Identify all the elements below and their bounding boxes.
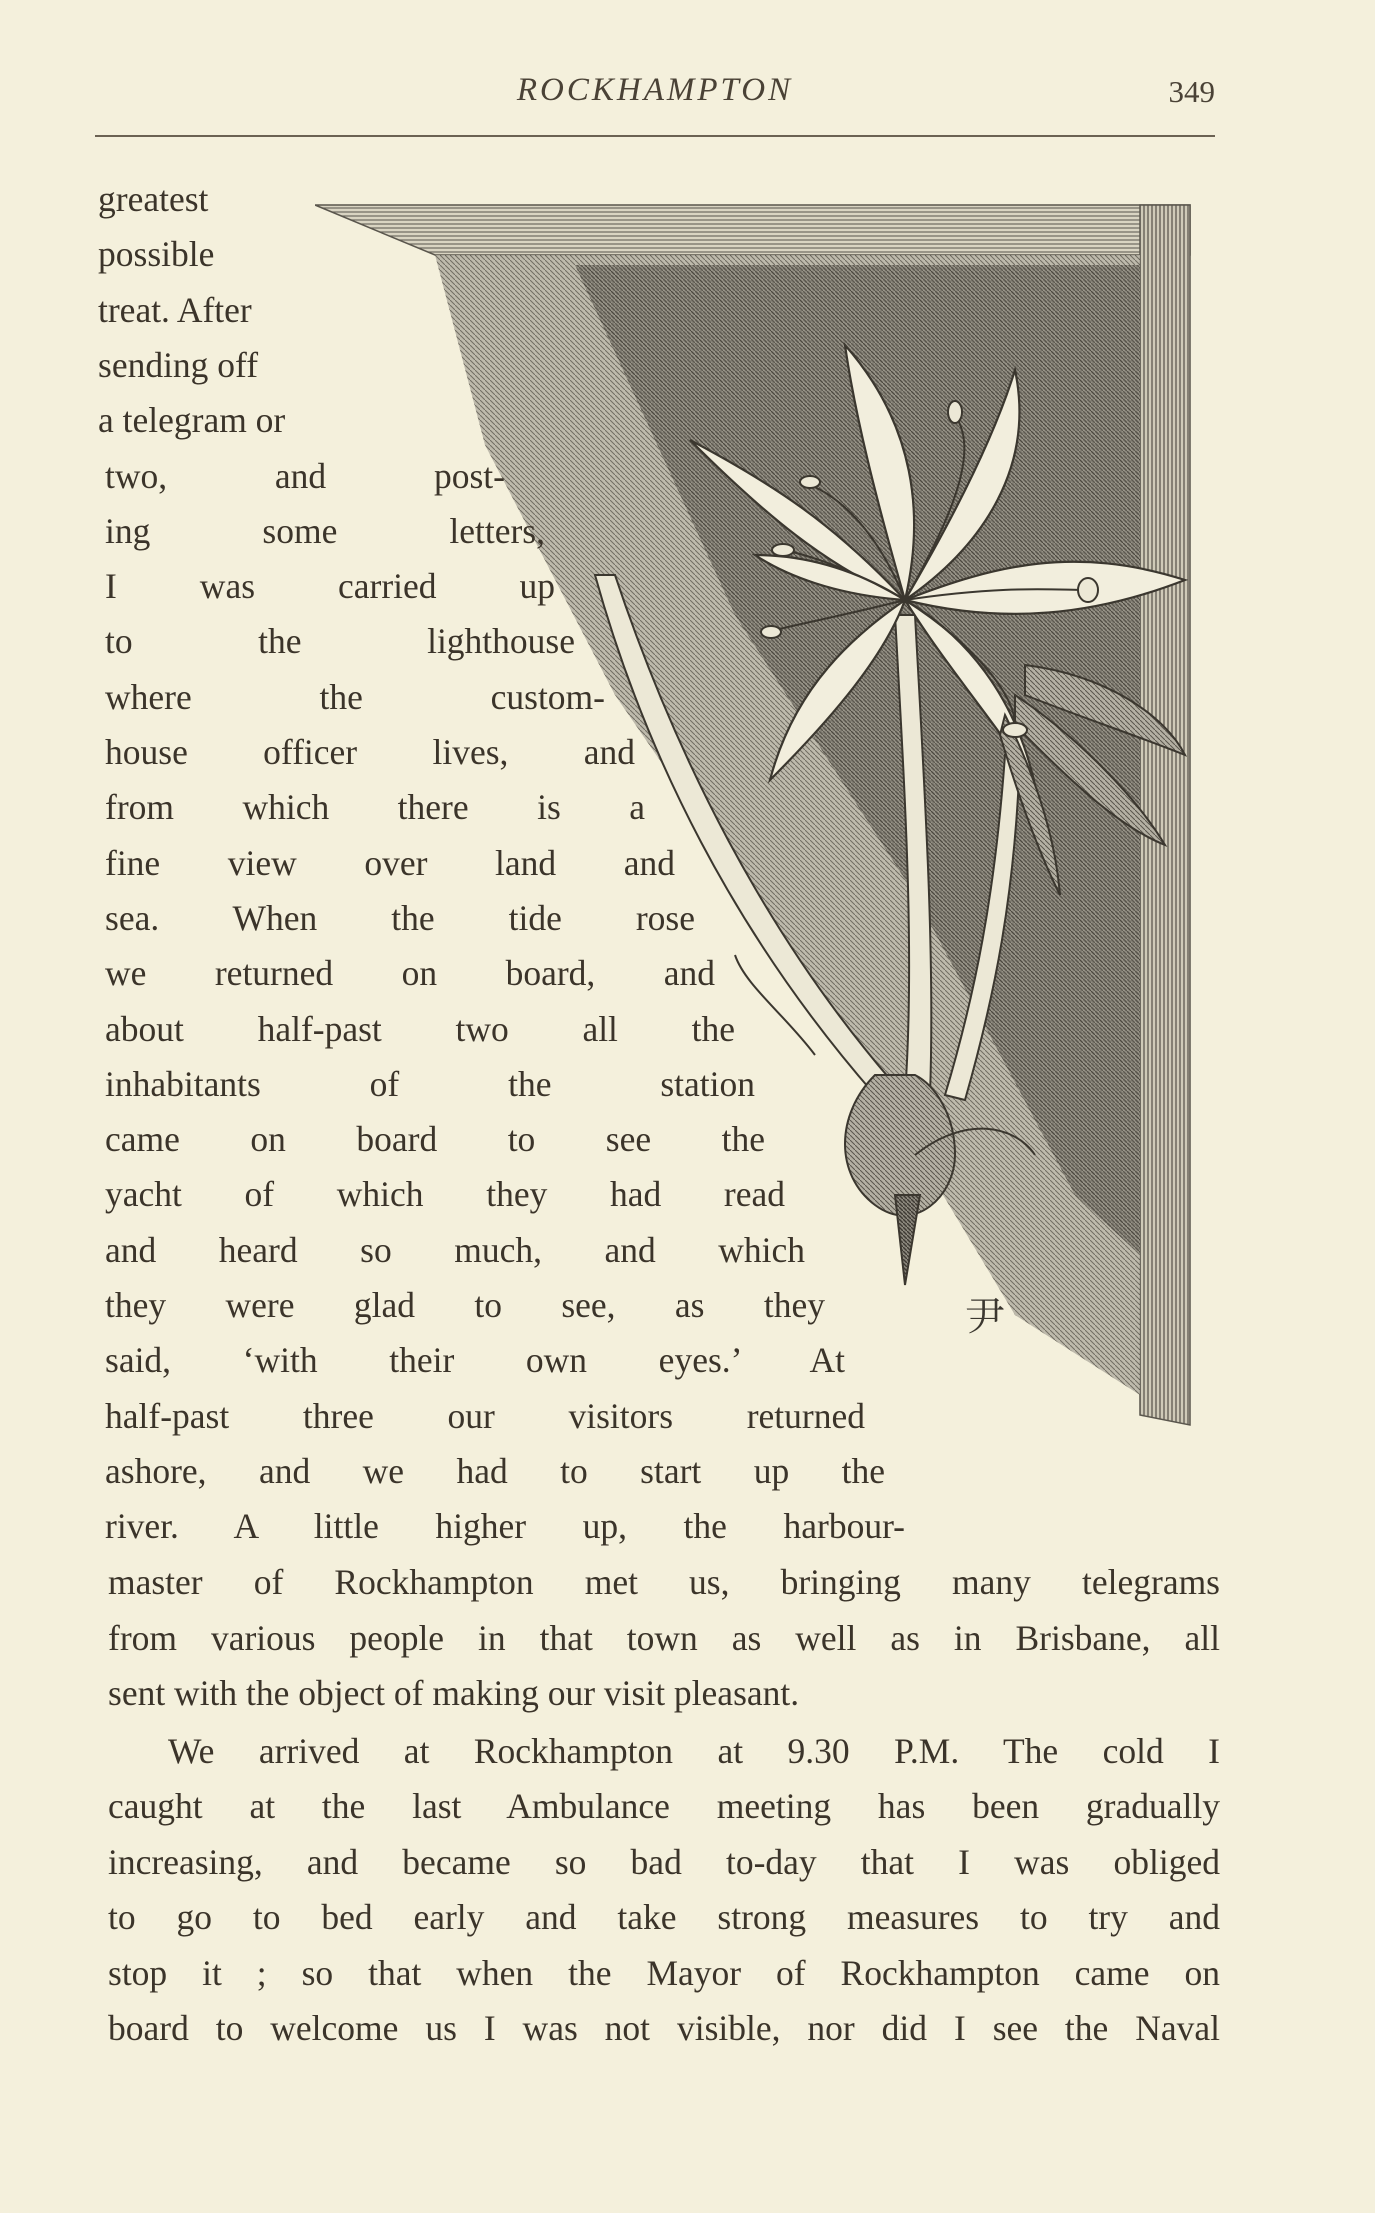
text-line: greatest: [98, 179, 209, 219]
page-number: 349: [1168, 74, 1215, 109]
text-line: house officer lives, and: [105, 732, 635, 772]
text-line: to the lighthouse: [105, 621, 575, 662]
text-line: from various people in that town as well as in Brisbane, all: [108, 1617, 1220, 1658]
text-line: caught at the last Ambulance meeting has been gradually: [108, 1786, 1220, 1826]
text-line: sea. When the tide rose: [105, 897, 695, 938]
text-line: yacht of which they had read: [105, 1174, 785, 1215]
text-line: to go to bed early and take strong measures to try and: [108, 1897, 1220, 1937]
text-line: increasing, and became so bad to-day that I was obliged: [108, 1841, 1220, 1882]
text-line: said, ‘with their own eyes.’ At: [105, 1340, 845, 1381]
text-line: possible: [98, 234, 215, 275]
text-line: master of Rockhampton met us, bringing many telegrams: [108, 1562, 1220, 1602]
text-line: they were glad to see, as they: [105, 1285, 825, 1325]
text-line: board to welcome us I was not visible, nor did I see the Naval: [108, 2008, 1220, 2048]
text-line: sending off: [98, 344, 259, 385]
running-title: ROCKHAMPTON: [516, 72, 794, 108]
text-line: fine view over land and: [105, 842, 675, 883]
header-rule: [95, 135, 1215, 137]
text-line: inhabitants of the station: [105, 1063, 755, 1104]
text-line: We arrived at Rockhampton at 9.30 P.M. The cold I: [168, 1730, 1220, 1771]
text-line: from which there is a: [105, 787, 645, 828]
text-line: and heard so much, and which: [105, 1229, 805, 1270]
text-line: two, and post-: [105, 455, 505, 496]
text-line: about half-past two all the: [105, 1008, 735, 1049]
text-line: half-past three our visitors returned: [105, 1395, 865, 1436]
text-line: where the custom-: [105, 676, 605, 717]
text-line: sent with the object of making our visit pleasant.: [108, 1673, 800, 1713]
text-line: came on board to see the: [105, 1119, 765, 1160]
frame-top: [315, 205, 1190, 255]
text-line: a telegram or: [98, 400, 286, 441]
running-head: [95, 68, 1215, 118]
frame-right: [1140, 205, 1190, 1425]
text-line: I was carried up: [105, 566, 555, 607]
text-line: we returned on board, and: [105, 953, 715, 994]
text-line: river. A little higher up, the harbour-: [105, 1506, 905, 1547]
text-line: ashore, and we had to start up the: [105, 1450, 885, 1491]
text-line: ing some letters,: [105, 510, 545, 551]
text-line: treat. After: [98, 289, 252, 330]
artist-monogram: 尹: [965, 1294, 1005, 1340]
text-line: stop it ; so that when the Mayor of Rockhampton came on: [108, 1952, 1220, 1993]
